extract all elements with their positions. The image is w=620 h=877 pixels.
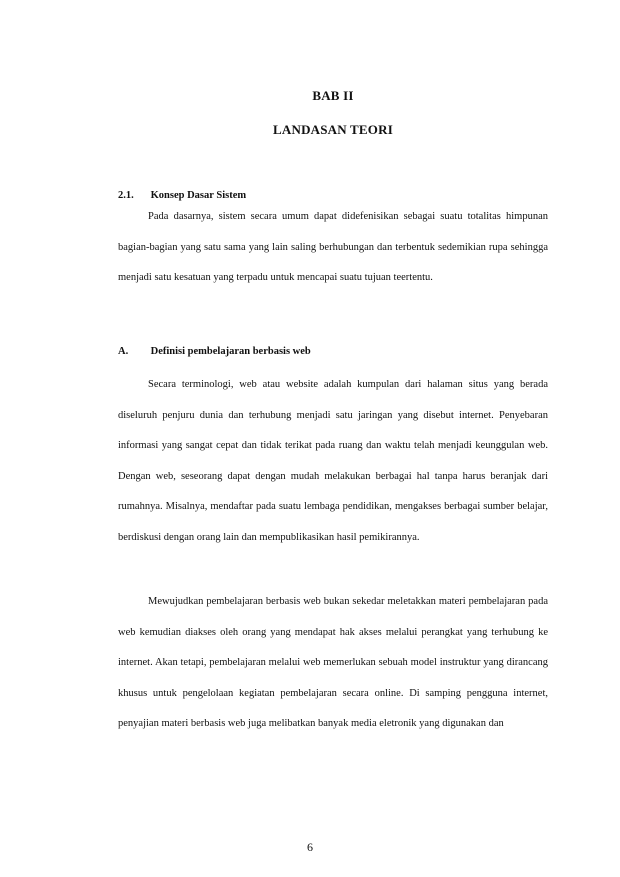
- section-title: Konsep Dasar Sistem: [150, 190, 247, 201]
- paragraph-konsep-dasar-sistem: Pada dasarnya, sistem secara umum dapat didefenisikan sebagai suatu totalitas himpunan bagian-bagian yang satu sama yang lain saling berhubungan dan terbentuk sedemikian rupa sehingga menjadi satu kesatuan yang terpadu untuk mencapai suatu tujuan teertentu.: [118, 211, 548, 283]
- page-number: 6: [307, 840, 313, 854]
- section-heading-a: [118, 346, 311, 357]
- section-heading-2-1: [118, 190, 246, 201]
- section-title: Definisi pembelajaran berbasis web: [150, 346, 311, 357]
- chapter-label: BAB II: [312, 88, 354, 103]
- section-number: 2.1.: [118, 190, 134, 201]
- chapter-title: LANDASAN TEORI: [273, 122, 393, 137]
- section-number: A.: [118, 346, 129, 357]
- paragraph-definisi-2: Mewujudkan pembelajaran berbasis web bukan sekedar meletakkan materi pembelajaran pada web kemudian diakses oleh orang yang mendapat hak akses melalui perangkat yang terhubung ke internet. Akan tetapi, pembelajaran melalui web memerlukan sebuah model instruktur yang dirancang khusus untuk pengelolaan kegiatan pembelajaran secara online. Di samping pengguna internet, penyajian materi berbasis web juga melibatkan banyak media eletronik yang digunakan dan: [118, 596, 548, 729]
- paragraph-definisi-1: Secara terminologi, web atau website adalah kumpulan dari halaman situs yang berada diseluruh penjuru dunia dan terhubung menjadi satu jaringan yang disebut internet. Penyebaran informasi yang sangat cepat dan tidak terikat pada ruang dan waktu telah menjadi keunggulan web. Dengan web, seseorang dapat dengan mudah melakukan berbagai hal tanpa harus beranjak dari rumahnya. Misalnya, mendaftar pada suatu lembaga pendidikan, mengakses berbagai sumber belajar, berdiskusi dengan orang lain dan mempublikasikan hasil pemikirannya.: [118, 379, 548, 543]
